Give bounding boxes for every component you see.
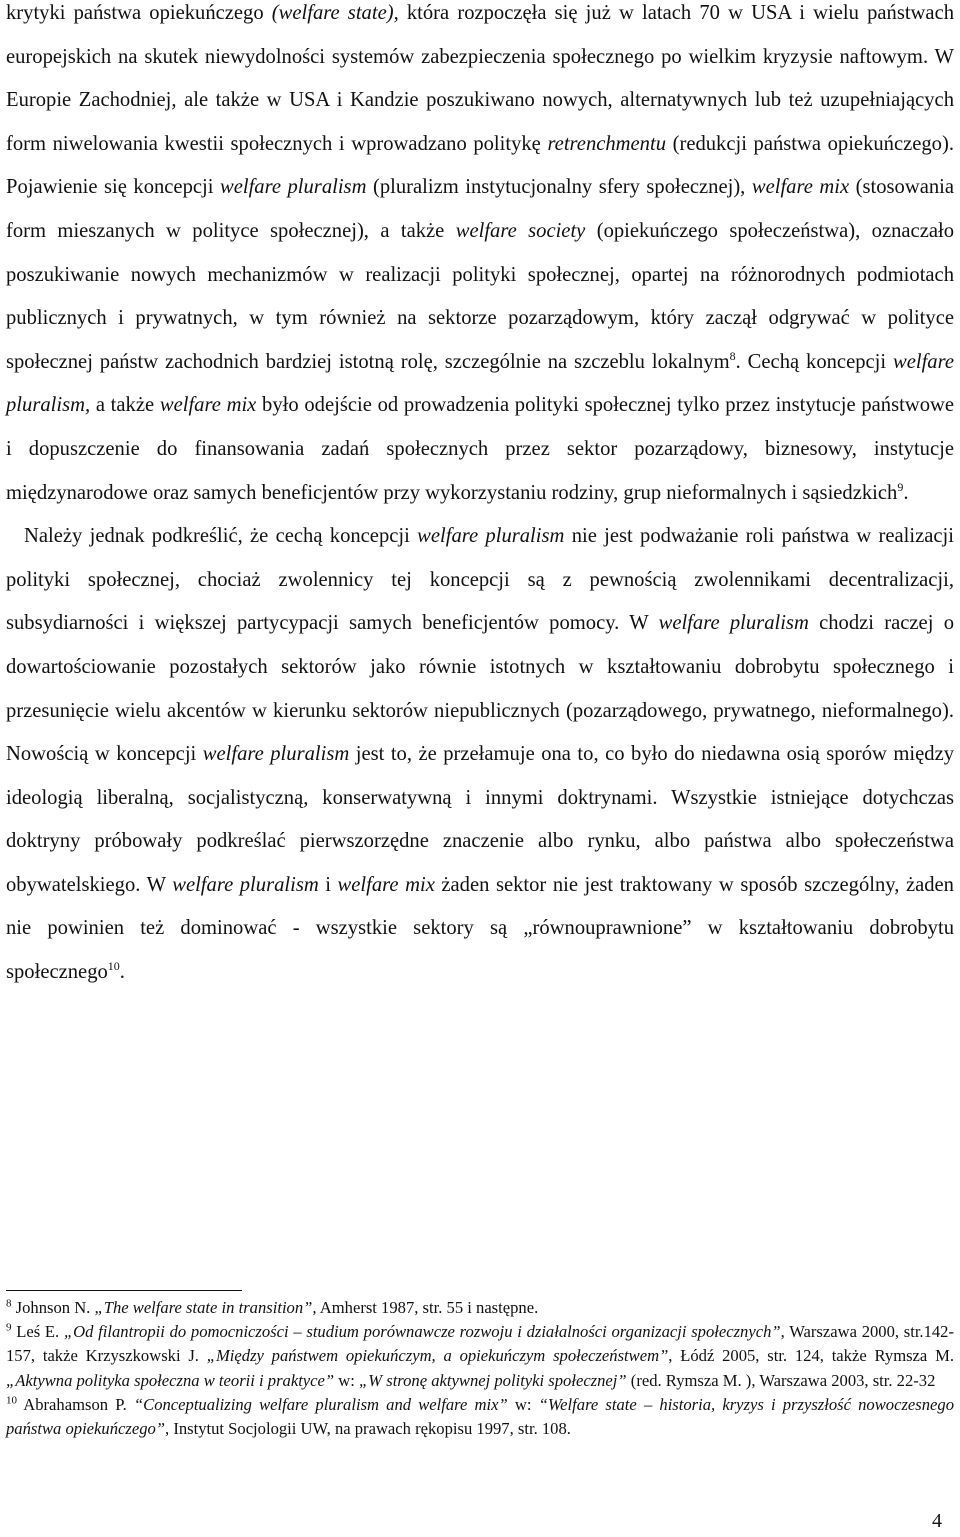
text-run: Johnson N. bbox=[11, 1298, 95, 1317]
text-run: jest to, że przełamuje ona to, co było do niedawna osią sporów między ideologią liberalną, socjalistyczną, konserwatywną i innymi doktrynami. Wszystkie istniejące dotychczas doktryny próbowały podkreślać pierwszorzędne znaczenie albo rynku, albo państwa albo społeczeństwa obywatelskiego. W bbox=[6, 743, 955, 896]
text-run: . Cechą koncepcji bbox=[735, 350, 893, 373]
body-paragraph bbox=[6, 0, 954, 515]
italic-title: “Welfare state – historia, kryzys i przyszłość nowoczesnego państwa opiekuńczego” bbox=[6, 1394, 954, 1439]
text-run: . bbox=[903, 481, 909, 504]
italic-title: „Aktywna polityka społeczna w teorii i praktyce” bbox=[6, 1370, 335, 1390]
text-run: Amherst 1987, str. 55 i następne. bbox=[316, 1298, 539, 1317]
italic-title: „The welfare state in transition”, bbox=[94, 1298, 317, 1317]
footnote-ref[interactable]: 9 bbox=[897, 479, 904, 494]
text-run: . bbox=[119, 961, 125, 984]
page-number: 4 bbox=[932, 1510, 942, 1532]
italic-term: retrenchmentu bbox=[547, 132, 667, 155]
italic-term: welfare society bbox=[455, 219, 586, 242]
italic-term: welfare pluralism bbox=[417, 525, 565, 548]
text-run: krytyki państwa opiekuńczego bbox=[6, 2, 272, 24]
text-run: (opiekuńczego społeczeństwa), oznaczało poszukiwanie nowych mechanizmów w realizacji polityki społecznej, opartej na różnorodnych podmiotach publicznych i prywatnych, w tym również na sektorze pozarządowym, który zaczął odgrywać w polityce społecznej państw zachodnich bardziej istotną rolę, szczególnie na szczeblu lokalnym bbox=[6, 219, 954, 373]
italic-term: welfare pluralism, bbox=[6, 350, 954, 417]
italic-title: „Między państwem opiekuńczym, a opiekuńczym społeczeństwem” bbox=[206, 1346, 669, 1366]
text-run: a także bbox=[90, 394, 160, 417]
text-run: (redukcji państwa opiekuńczego). Pojawienie się koncepcji bbox=[6, 132, 954, 199]
text-run: (red. Rymsza M. ), Warszawa 2003, str. 22-32 bbox=[626, 1370, 936, 1390]
text-run: żaden sektor nie jest traktowany w sposób szczególny, żaden nie powinien też dominować - wszystkie sektory są „równouprawnione” w kształtowaniu dobrobytu społecznego bbox=[6, 873, 954, 984]
italic-term: welfare pluralism bbox=[219, 176, 367, 199]
text-run: chodzi raczej o dowartościowanie pozostałych sektorów jako równie istotnych w kształtowaniu dobrobytu społecznego i przesunięcie wielu akcentów w kierunku sektorów niepublicznych (pozarządowego, prywatnego, nieformalnego). Nowością w koncepcji bbox=[6, 612, 954, 766]
text-run: Abrahamson P. bbox=[17, 1394, 134, 1414]
footnote-10 bbox=[6, 1393, 954, 1441]
text-run: , Warszawa 2000, str.142-157, także Krzyszkowski J. bbox=[6, 1322, 954, 1366]
footnote-8 bbox=[6, 1296, 954, 1320]
footnote-ref[interactable]: 10 bbox=[107, 959, 120, 974]
italic-term: welfare mix bbox=[337, 873, 435, 896]
italic-term: welfare pluralism bbox=[202, 743, 350, 766]
text-run: było odejście od prowadzenia polityki społecznej tylko przez instytucje państwowe i dopuszczenie do finansowania zadań społecznych przez sektor pozarządowy, biznesowy, instytucje międzynarodowe oraz samych beneficjentów przy wykorzystaniu rodziny, grup nieformalnych i sąsiedzkich bbox=[6, 394, 955, 504]
footnote-number: 9 bbox=[6, 1321, 12, 1334]
footnote-number: 10 bbox=[6, 1394, 17, 1407]
text-run: , Łódź 2005, str. 124, także Rymsza M. bbox=[668, 1346, 954, 1366]
footnotes-section bbox=[6, 1296, 954, 1441]
italic-term: (welfare state), bbox=[271, 2, 399, 24]
italic-title: „W stronę aktywnej polityki społecznej” bbox=[359, 1370, 627, 1390]
text-run: nie jest podważanie roli państwa w realizacji polityki społecznej, chociaż zwolennicy tej koncepcji są z pewnością zwolennikami decentralizacji, subsydiarności i większej partycypacji samych beneficjentów pomocy. W bbox=[6, 525, 954, 635]
footnote-separator bbox=[6, 1290, 242, 1291]
text-run: Należy jednak podkreślić, że cechą koncepcji bbox=[24, 525, 418, 548]
text-run: (pluralizm instytucjonalny sfery społecznej), bbox=[366, 176, 752, 199]
text-run: i bbox=[318, 873, 338, 896]
text-run: (stosowania form mieszanych w polityce społecznej), a także bbox=[6, 176, 954, 242]
text-run: , Instytut Socjologii UW, na prawach rękopisu 1997, str. 108. bbox=[165, 1419, 571, 1439]
footnote-9 bbox=[6, 1320, 954, 1393]
italic-term: welfare mix bbox=[751, 176, 850, 199]
footnote-ref[interactable]: 8 bbox=[729, 348, 736, 363]
italic-title: “Conceptualizing welfare pluralism and welfare mix” bbox=[133, 1394, 508, 1414]
text-run: która rozpoczęła się już w latach 70 w USA i wielu państwach europejskich na skutek niewydolności systemów zabezpieczenia społecznego po wielkim kryzysie naftowym. W Europie Zachodniej, ale także w USA i Kandzie poszukiwano nowych, alternatywnych lub też uzupełniających form niwelowania kwestii społecznych i wprowadzano politykę bbox=[6, 2, 954, 155]
footnote-number: 8 bbox=[6, 1297, 12, 1310]
italic-title: „Od filantropii do pomocniczości – studium porównawcze rozwoju i działalności organizacji społecznych” bbox=[63, 1322, 781, 1342]
document-page bbox=[6, 0, 954, 995]
italic-term: welfare pluralism bbox=[172, 873, 319, 896]
italic-term: welfare pluralism bbox=[658, 612, 809, 635]
body-paragraph bbox=[6, 515, 954, 995]
italic-term: welfare mix bbox=[159, 394, 257, 417]
text-run: Leś E. bbox=[11, 1322, 64, 1342]
text-run: w: bbox=[334, 1370, 360, 1390]
text-run: w: bbox=[507, 1394, 539, 1414]
